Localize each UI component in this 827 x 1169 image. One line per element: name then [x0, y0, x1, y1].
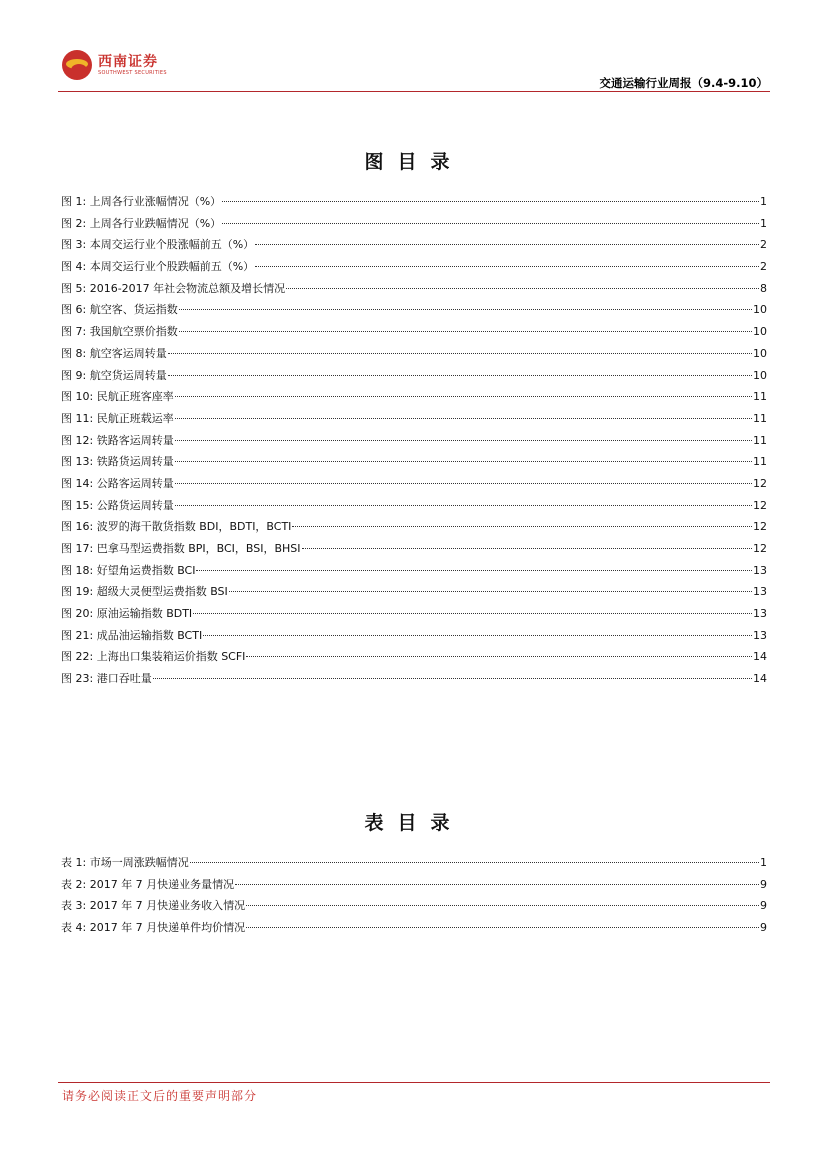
toc-entry-label: 图 20: 原油运输指数 BDTI	[61, 607, 193, 621]
toc-entry[interactable]	[61, 278, 767, 300]
toc-entry[interactable]	[61, 581, 767, 603]
toc-entry-label: 图 19: 超级大灵便型运费指数 BSI	[61, 585, 228, 599]
toc-entry-page: 13	[753, 563, 767, 577]
toc-entry[interactable]	[61, 852, 767, 874]
toc-leader-dots	[168, 375, 752, 376]
figure-toc-list	[61, 191, 767, 690]
toc-entry-label: 表 3: 2017 年 7 月快递业务收入情况	[61, 899, 246, 913]
toc-entry[interactable]	[61, 495, 767, 517]
toc-entry[interactable]	[61, 603, 767, 625]
toc-entry-page: 11	[753, 390, 767, 404]
toc-leader-dots	[175, 440, 752, 441]
toc-leader-dots	[179, 331, 752, 332]
toc-entry-page: 10	[753, 303, 767, 317]
toc-entry-page: 9	[760, 921, 767, 935]
toc-leader-dots	[203, 635, 752, 636]
logo-text	[98, 55, 167, 76]
header-divider	[58, 91, 770, 92]
toc-leader-dots	[222, 201, 759, 202]
toc-entry-label: 图 6: 航空客、货运指数	[61, 303, 178, 317]
toc-entry[interactable]	[61, 365, 767, 387]
toc-entry[interactable]	[61, 516, 767, 538]
toc-entry-label: 图 22: 上海出口集装箱运价指数 SCFI	[61, 650, 246, 664]
toc-entry-page: 2	[760, 260, 767, 274]
footer-disclaimer: 请务必阅读正文后的重要声明部分	[62, 1089, 258, 1103]
toc-leader-dots	[175, 396, 752, 397]
toc-leader-dots	[179, 309, 752, 310]
toc-leader-dots	[222, 223, 759, 224]
toc-entry[interactable]	[61, 256, 767, 278]
logo-name-en: SOUTHWEST SECURITIES	[98, 69, 167, 76]
toc-leader-dots	[175, 505, 752, 506]
toc-entry-label: 图 1: 上周各行业涨幅情况（%）	[61, 195, 222, 208]
toc-entry-page: 12	[753, 498, 767, 512]
toc-leader-dots	[175, 418, 752, 419]
toc-entry-label: 图 8: 航空客运周转量	[61, 346, 167, 360]
toc-entry-page: 14	[753, 650, 767, 664]
toc-entry[interactable]	[61, 213, 767, 235]
toc-entry[interactable]	[61, 668, 767, 690]
toc-entry[interactable]	[61, 473, 767, 495]
toc-entry[interactable]	[61, 451, 767, 473]
toc-leader-dots	[255, 244, 759, 245]
toc-entry-page: 12	[753, 476, 767, 490]
toc-entry-page: 9	[760, 899, 767, 913]
toc-leader-dots	[246, 656, 752, 657]
toc-entry-page: 10	[753, 325, 767, 339]
toc-entry-label: 图 17: 巴拿马型运费指数 BPI，BCI，BSI，BHSI	[61, 542, 301, 555]
toc-leader-dots	[190, 862, 759, 863]
toc-entry-page: 11	[753, 411, 767, 425]
toc-entry-page: 9	[760, 877, 767, 891]
toc-leader-dots	[246, 927, 759, 928]
toc-leader-dots	[255, 266, 759, 267]
toc-entry-label: 图 11: 民航正班载运率	[61, 411, 174, 425]
toc-entry[interactable]	[61, 408, 767, 430]
toc-entry-label: 图 7: 我国航空票价指数	[61, 325, 178, 339]
toc-leader-dots	[193, 613, 752, 614]
toc-entry-label: 表 4: 2017 年 7 月快递单件均价情况	[61, 921, 246, 935]
toc-entry[interactable]	[61, 299, 767, 321]
toc-entry[interactable]	[61, 560, 767, 582]
toc-entry-page: 13	[753, 607, 767, 621]
toc-leader-dots	[196, 570, 752, 571]
report-title: 交通运输行业周报（9.4-9.10）	[599, 76, 768, 90]
toc-entry[interactable]	[61, 234, 767, 256]
toc-entry[interactable]	[61, 191, 767, 213]
toc-entry-page: 8	[760, 281, 767, 295]
toc-entry-page: 2	[760, 238, 767, 252]
table-toc-title: 表目录	[364, 812, 464, 834]
toc-entry-label: 图 4: 本周交运行业个股跌幅前五（%）	[61, 260, 255, 274]
toc-entry-page: 10	[753, 368, 767, 382]
toc-leader-dots	[292, 526, 752, 527]
toc-entry-page: 13	[753, 628, 767, 642]
toc-leader-dots	[175, 483, 752, 484]
toc-entry-label: 图 12: 铁路客运周转量	[61, 433, 174, 447]
toc-leader-dots	[286, 288, 759, 289]
toc-entry-label: 图 5: 2016-2017 年社会物流总额及增长情况	[61, 281, 286, 295]
toc-entry-label: 图 9: 航空货运周转量	[61, 368, 167, 382]
toc-leader-dots	[229, 591, 752, 592]
toc-entry[interactable]	[61, 895, 767, 917]
toc-entry-label: 图 10: 民航正班客座率	[61, 390, 174, 404]
toc-entry-label: 图 2: 上周各行业跌幅情况（%）	[61, 216, 222, 230]
footer-divider	[58, 1082, 770, 1083]
toc-entry-page: 10	[753, 346, 767, 360]
toc-entry-page: 1	[760, 195, 767, 208]
page-header	[58, 46, 770, 92]
toc-entry-page: 1	[760, 856, 767, 869]
toc-leader-dots	[153, 678, 752, 679]
toc-leader-dots	[168, 353, 752, 354]
toc-entry-label: 图 21: 成品油运输指数 BCTI	[61, 628, 203, 642]
toc-entry[interactable]	[61, 646, 767, 668]
toc-entry-page: 12	[753, 542, 767, 555]
logo-name-cn: 西南证券	[98, 53, 158, 70]
toc-entry-label: 表 2: 2017 年 7 月快递业务量情况	[61, 877, 235, 891]
toc-entry[interactable]	[61, 625, 767, 647]
toc-entry[interactable]	[61, 538, 767, 560]
toc-entry[interactable]	[61, 430, 767, 452]
toc-entry-label: 图 23: 港口吞吐量	[61, 672, 152, 686]
company-logo	[62, 50, 167, 80]
toc-entry-label: 图 18: 好望角运费指数 BCI	[61, 563, 196, 577]
toc-leader-dots	[235, 884, 759, 885]
toc-entry-label: 图 13: 铁路货运周转量	[61, 455, 174, 469]
toc-entry-label: 图 15: 公路货运周转量	[61, 498, 174, 512]
toc-entry[interactable]	[61, 343, 767, 365]
figure-toc-title: 图目录	[364, 151, 464, 173]
toc-leader-dots	[246, 905, 759, 906]
toc-entry-label: 表 1: 市场一周涨跌幅情况	[61, 856, 189, 869]
toc-entry[interactable]	[61, 874, 767, 896]
toc-entry-page: 12	[753, 520, 767, 534]
table-toc-list	[61, 852, 767, 939]
toc-entry[interactable]	[61, 917, 767, 939]
toc-entry-page: 14	[753, 672, 767, 686]
toc-entry-label: 图 3: 本周交运行业个股涨幅前五（%）	[61, 238, 255, 252]
toc-entry[interactable]	[61, 321, 767, 343]
toc-entry[interactable]	[61, 386, 767, 408]
toc-entry-label: 图 16: 波罗的海干散货指数 BDI，BDTI，BCTI	[61, 520, 292, 534]
toc-entry-page: 13	[753, 585, 767, 599]
toc-entry-label: 图 14: 公路客运周转量	[61, 476, 174, 490]
toc-entry-page: 11	[753, 433, 767, 447]
toc-entry-page: 11	[753, 455, 767, 469]
toc-leader-dots	[302, 548, 752, 549]
logo-emblem-icon	[62, 50, 92, 80]
toc-entry-page: 1	[760, 216, 767, 230]
toc-leader-dots	[175, 461, 752, 462]
